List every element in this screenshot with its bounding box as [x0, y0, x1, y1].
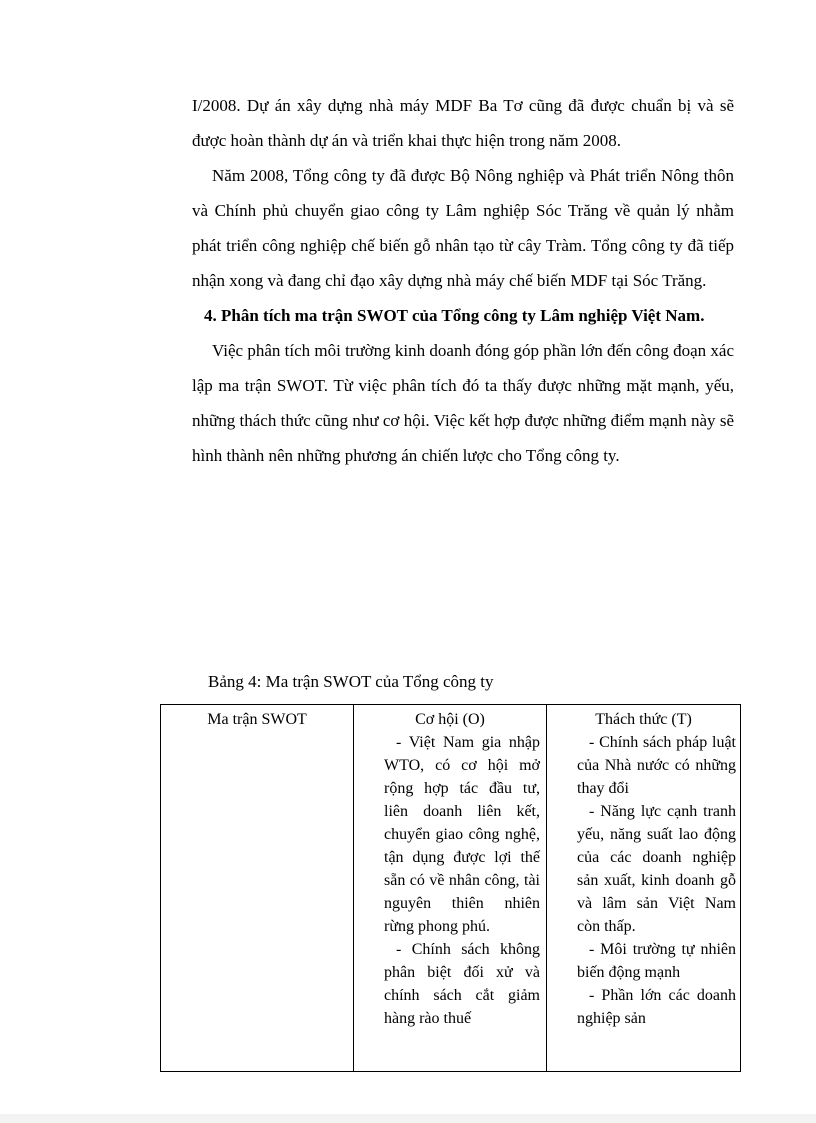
list-item: - Năng lực cạnh tranh yếu, năng suất lao động của các doanh nghiệp sản xuất, kinh doanh gỗ và lâm sản Việt Nam còn thấp. [577, 803, 736, 935]
table-row [161, 705, 741, 1072]
col-header-opportunities: Cơ hội (O) [415, 711, 485, 728]
opportunities-list [354, 731, 546, 1030]
list-item: - Chính sách không phân biệt đối xử và chính sách cắt giảm hàng rào thuế [384, 941, 540, 1027]
list-item: - Môi trường tự nhiên biến động mạnh [577, 941, 736, 981]
paragraph-swot-intro: Việc phân tích môi trường kinh doanh đóng góp phần lớn đến công đoạn xác lập ma trận SWOT. Từ việc phân tích đó ta thấy được những mặt mạnh, yếu, những thách thức cũng như cơ hội. Việc kết hợp được những điểm mạnh này sẽ hình thành nên những phương án chiến lược cho Tổng công ty. [192, 341, 734, 465]
table-caption: Bảng 4: Ma trận SWOT của Tổng công ty [208, 672, 494, 691]
opportunities-cell [354, 705, 547, 1072]
col-header-swot: Ma trận SWOT [207, 711, 307, 728]
list-item: - Phần lớn các doanh nghiệp sản [577, 987, 736, 1027]
paragraph-transfer: Năm 2008, Tổng công ty đã được Bộ Nông nghiệp và Phát triển Nông thôn và Chính phủ chuyển giao công ty Lâm nghiệp Sóc Trăng về quản lý nhằm phát triển công nghiệp chế biến gỗ nhân tạo từ cây Tràm. Tổng công ty đã tiếp nhận xong và đang chỉ đạo xây dựng nhà máy chế biến MDF tại Sóc Trăng. [192, 166, 734, 290]
swot-label-cell [161, 705, 354, 1072]
section-heading: 4. Phân tích ma trận SWOT của Tổng công ty Lâm nghiệp Việt Nam. [204, 306, 705, 325]
body-text [192, 88, 734, 473]
list-item: - Việt Nam gia nhập WTO, có cơ hội mở rộng hợp tác đầu tư, liên doanh liên kết, chuyển giao công nghệ, tận dụng được lợi thế sẵn có về nhân công, tài nguyên thiên nhiên rừng phong phú. [384, 734, 540, 935]
threats-list [547, 731, 740, 1030]
list-item: - Chính sách pháp luật của Nhà nước có những thay đổi [577, 734, 736, 797]
page-bottom-edge [0, 1114, 816, 1123]
threats-cell [547, 705, 741, 1072]
swot-table [160, 704, 741, 1072]
paragraph-continuation: I/2008. Dự án xây dựng nhà máy MDF Ba Tơ cũng đã được chuẩn bị và sẽ được hoàn thành dự án và triển khai thực hiện trong năm 2008. [192, 96, 734, 150]
col-header-threats: Thách thức (T) [595, 711, 692, 728]
